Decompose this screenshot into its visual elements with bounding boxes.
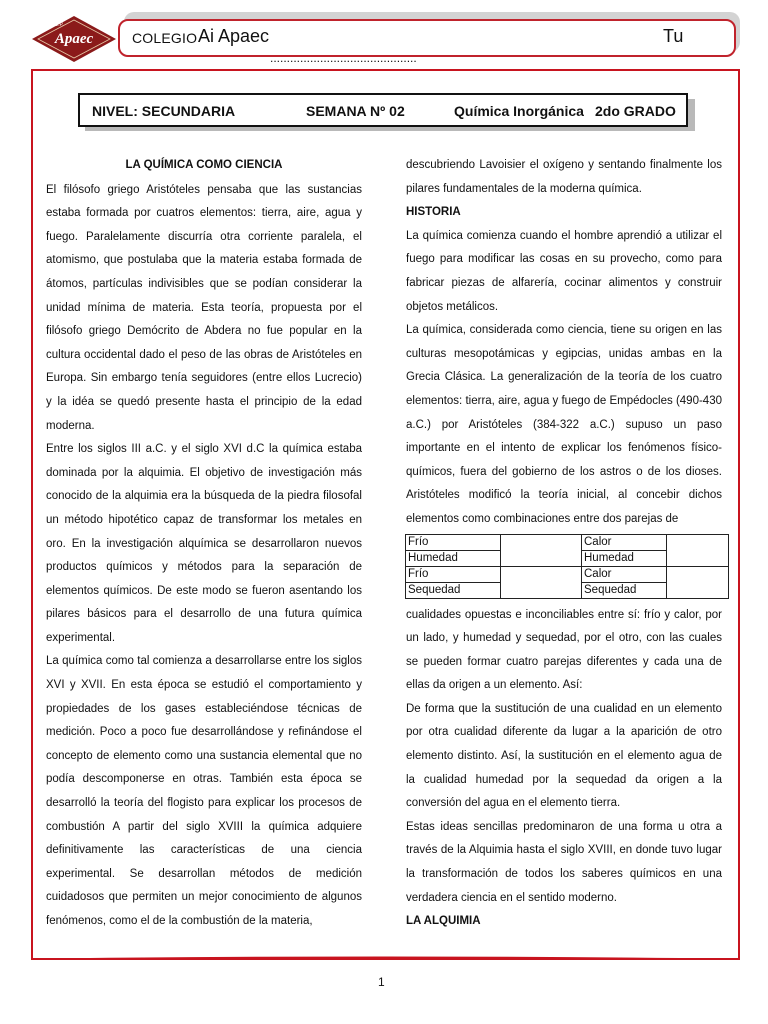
table-cell (667, 567, 729, 599)
table-cell (501, 535, 582, 567)
table-cell (501, 567, 582, 599)
level-nivel: NIVEL: SECUNDARIA (92, 103, 236, 119)
header-right-text: Tu (663, 26, 684, 46)
footer-divider (90, 955, 680, 958)
table-cell: Humedad (582, 551, 667, 567)
table-cell: Sequedad (582, 583, 667, 599)
paragraph: cualidades opuestas e inconciliables entre sí: frío y calor, por un lado, y humedad y sequedad, por el otro, con las cuales se pueden formar cuatro parejas diferentes y cada una de ellas da origen a un elemento. Así: (406, 608, 722, 692)
school-name: Ai Apaec (198, 26, 270, 46)
table-cell: Calor (582, 535, 667, 551)
svg-text:I.E.P.: I.E.P. (52, 22, 64, 28)
paragraph: Estas ideas sencillas predominaron de una forma u otra a través de la Alquimia hasta el siglo XVIII, en donde tuvo lugar la transformación de todos los saberes químicos en una verdadera ciencia en el sentido moderno. (406, 820, 722, 904)
level-bar (78, 93, 688, 127)
paragraph: Entre los siglos III a.C. y el siglo XVI d.C la química estaba dominada por la alquimia. El objetivo de investigación más conocido de la alquimia era la búsqueda de la piedra filosofal un método hipotético capaz de transformar los metales en oro. En la investigación alquímica se desarrollaron nuevos productos químicos y métodos para la separación de elementos químicos. De este modo se fueron asentando los pilares básicos para el desarrollo de una futura química experimental. (46, 443, 362, 644)
table-cell (667, 535, 729, 567)
level-grado: 2do GRADO (595, 103, 676, 119)
svg-text:Apaec: Apaec (54, 31, 94, 47)
section-title: HISTORIA (406, 206, 461, 219)
paragraph: La química comienza cuando el hombre aprendió a utilizar el fuego para modificar las cosas en su provecho, como para fabricar piezas de alfarería, cocinar alimentos y construir objetos metálicos. (406, 229, 722, 313)
table-cell: Calor (582, 567, 667, 583)
table-cell: Sequedad (406, 583, 501, 599)
school-logo (30, 14, 118, 64)
table-cell: Humedad (406, 551, 501, 567)
table-row (406, 567, 729, 583)
section-title: LA ALQUIMIA (406, 915, 481, 928)
level-semana: SEMANA Nº 02 (306, 103, 405, 119)
qualities-table (405, 534, 729, 599)
left-column (46, 154, 362, 934)
page-number: 1 (378, 975, 385, 989)
school-header (118, 19, 736, 65)
table-cell: Frío (406, 567, 501, 583)
paragraph: La química, considerada como ciencia, tiene su origen en las culturas mesopotámicas y egipcias, unidas ambas en la Grecia Clásica. La generalización de la teoría de los cuatro elementos: tierra, aire, agua y fuego de Empédocles (490-430 a.C.) por Aristóteles (384-322 a.C.) supuso un paso importante en el intento de explicar los fenómenos físico-químicos, fuera del gobierno de los astros o de los dioses. Aristóteles modificó la teoría inicial, al concebir dichos elementos como combinaciones entre dos parejas de (406, 324, 722, 525)
paragraph: descubriendo Lavoisier el oxígeno y sentando finalmente los pilares fundamentales de la moderna química. (406, 159, 722, 195)
school-label: COLEGIO (132, 30, 198, 46)
paragraph: De forma que la sustitución de una cualidad en un elemento por otra cualidad diferente da lugar a la aparición de otro elemento distinto. Así, la sustitución en el elemento agua de la cualidad humedad por la sequedad da origen a la conversión del agua en el elemento tierra. (406, 702, 722, 810)
header-cut-text: ............................................ (270, 51, 417, 65)
level-curso: Química Inorgánica (454, 103, 584, 119)
paragraph: La química como tal comienza a desarrollarse entre los siglos XVI y XVII. En esta época se estudió el comportamiento y propiedades de los gases estableciéndose técnicas de medición. Poco a poco fue desarrollándose y refinándose el concepto de elemento como una sustancia elemental que no podía descomponerse en otras. También esta época se desarrolló la teoría del flogisto para explicar los procesos de combustión A partir del siglo XVIII la química adquiere definitivamente las características de una ciencia experimental. Se desarrollan métodos de medición cuidadosos que permiten un mejor conocimiento de algunos fenómenos, como el de la combustión de la materia, (46, 655, 362, 927)
table-row (406, 535, 729, 551)
section-title: LA QUÍMICA COMO CIENCIA (125, 159, 283, 171)
paragraph: El filósofo griego Aristóteles pensaba que las sustancias estaba formada por cuatros elementos: tierra, aire, agua y fuego. Paralelamente discurría otra corriente paralela, el atomismo, que postulaba que la materia estaba formada de átomos, partículas indivisibles que se podían considerar la unidad mínima de materia. Esta teoría, propuesta por el filósofo griego Demócrito de Abdera no fue popular en la cultura occidental dado el peso de las obras de Aristóteles en Europa. Sin embargo tenía seguidores (entre ellos Lucrecio) y la idéa se quedó presente hasta el principio de la edad moderna. (46, 183, 362, 432)
table-cell: Frío (406, 535, 501, 551)
